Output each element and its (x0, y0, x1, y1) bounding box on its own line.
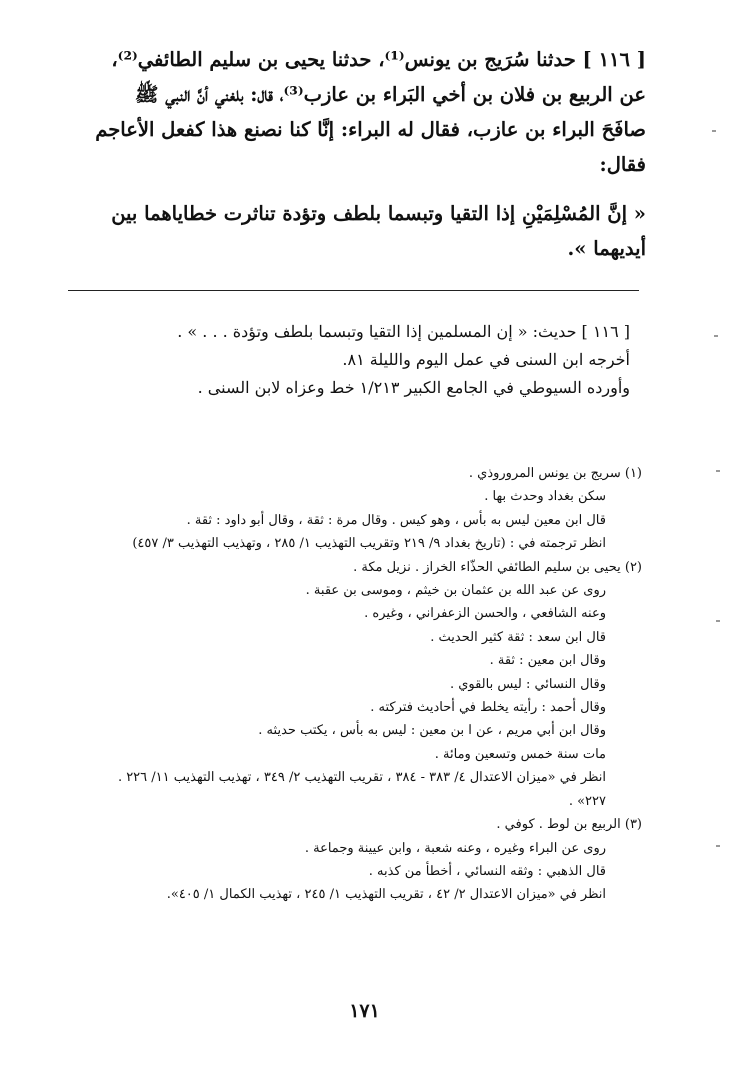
footnote-divider (68, 290, 639, 291)
footnote-line: وقال ابن أبي مريم ، عن ا بن معين : ليس به بأس ، يكتب حديثه . (258, 723, 606, 739)
footnote-line: روى عن البراء وغيره ، وعنه شعبة ، وابن عيينة وجماعة . (304, 840, 606, 856)
footnote-line: سكن بغداد وحدث بها . (484, 489, 606, 505)
footnote-line: روى عن عبد الله بن عثمان بن خيثم ، وموسى بن عقبة . (305, 583, 606, 599)
hadith-text-line-2: أيديهما ». (567, 237, 646, 260)
footnote-line: وعنه الشافعي ، والحسن الزعفراني ، وغيره . (364, 606, 606, 622)
footnote-2-heading: (٢) يحيى بن سليم الطائفي الحذّاء الخراز . نزيل مكة . (353, 559, 642, 575)
hadith-chain-line-1: [ ١١٦ ] حدثنا سُرَيج بن يونس⁽¹⁾، حدثنا يحيى بن سليم الطائفي⁽²⁾، (111, 48, 646, 71)
commentary-line: [ ١١٦ ] حديث: « إن المسلمين إذا التقيا وتبسما بلطف وتؤدة . . . » . (177, 322, 630, 341)
commentary-line: وأورده السيوطي في الجامع الكبير ١/٢١٣ خط وعزاه لابن السنى . (197, 378, 630, 397)
page-number: ١٧١ (349, 1000, 380, 1022)
scan-mark (712, 130, 716, 132)
commentary-line: أخرجه ابن السنى في عمل اليوم والليلة ٨١. (342, 350, 630, 369)
scan-mark (716, 620, 720, 622)
footnote-line: وقال أحمد : رأيته يخلط في أحاديث فتركته . (370, 700, 606, 716)
footnote-line: انظر في «ميزان الاعتدال ٤/ ٣٨٣ - ٣٨٤ ، تقريب التهذيب ٢/ ٣٤٩ ، تهذيب التهذيب ١١/ ٢٢٦ . (117, 770, 606, 786)
commentary (110, 318, 630, 402)
footnote-line: ٢٢٧» . (568, 793, 606, 809)
footnote-line: مات سنة خمس وتسعين ومائة . (434, 746, 606, 762)
footnote-line: قال ابن سعد : ثقة كثير الحديث . (430, 629, 606, 645)
scan-mark (714, 335, 718, 337)
footnote-3-heading: (٣) الربيع بن لوط . كوفي . (496, 817, 642, 833)
scan-mark (716, 470, 720, 472)
footnote-line: انظر ترجمته في : (تاريخ بغداد ٩/ ٢١٩ وتقريب التهذيب ١/ ٢٨٥ ، وتهذيب التهذيب ٣/ ٤٥٧) (132, 536, 606, 552)
footnote-line: انظر في «ميزان الاعتدال ٢/ ٤٢ ، تقريب التهذيب ١/ ٢٤٥ ، تهذيب الكمال ١/ ٤٠٥». (166, 887, 606, 903)
footnotes (82, 462, 642, 907)
footnote-line: وقال النسائي : ليس بالقوي . (449, 676, 606, 692)
footnote-line: قال الذهبي : وثقه النسائي ، أخطأ من كذبه . (368, 863, 606, 879)
footnote-line: وقال ابن معين : ثقة . (489, 653, 606, 669)
hadith-chain-line-4: فقال: (599, 153, 646, 176)
hadith-text-line-1: « إنَّ المُسْلِمَيْنِ إذا التقيا وتبسما بلطف وتؤدة تناثرت خطاياهما بين (111, 202, 646, 225)
scan-mark (716, 845, 720, 847)
footnote-1-heading: (١) سريج بن يونس المروروذي . (468, 466, 642, 481)
footnote-line: قال ابن معين ليس به بأس ، وهو كيس . وقال مرة : ثقة ، وقال أبو داود : ثقة . (186, 512, 606, 528)
main-text (56, 42, 646, 266)
hadith-chain-line-3: صافَحَ البراء بن عازب، فقال له البراء: إنَّا كنا نصنع هذا كفعل الأعاجم (95, 118, 646, 141)
hadith-chain-line-2: عن الربيع بن فلان بن أخي البَراء بن عازب⁽³⁾، قال: بلغني أنَّ النبي ﷺ (134, 83, 646, 106)
